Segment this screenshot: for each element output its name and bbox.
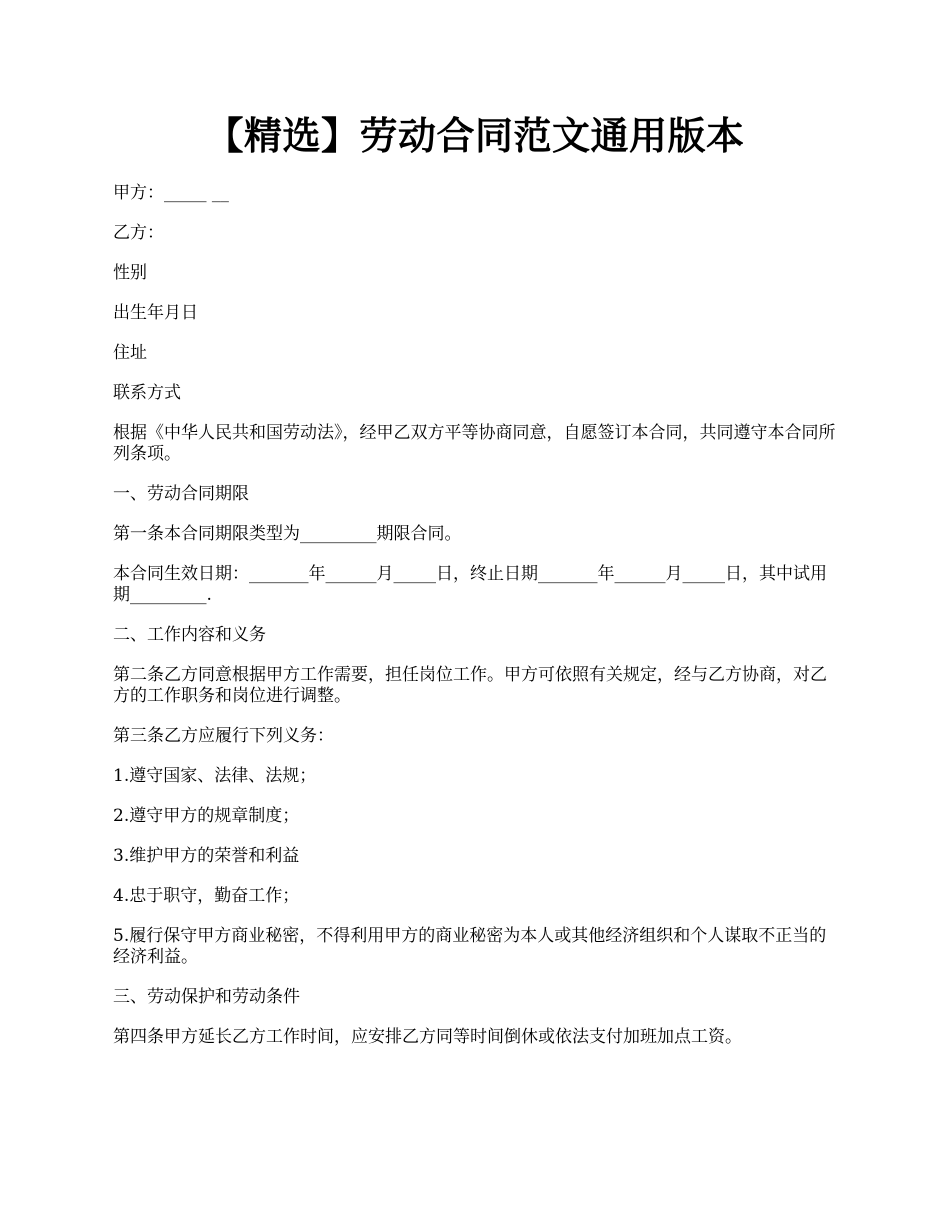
article-3: 第三条乙方应履行下列义务： bbox=[113, 726, 334, 746]
obligation-item-2: 2.遵守甲方的规章制度； bbox=[113, 806, 300, 826]
gender-line: 性别 bbox=[113, 263, 147, 283]
preamble-paragraph: 根据《中华人民共和国劳动法》，经甲乙双方平等协商同意，自愿签订本合同，共同遵守本合同所列条项。 bbox=[113, 423, 836, 464]
article-1: 第一条本合同期限类型为_________期限合同。 bbox=[113, 524, 462, 544]
obligation-item-5: 5.履行保守甲方商业秘密，不得利用甲方的商业秘密为本人或其他经济组织和个人谋取不正当的经济利益。 bbox=[113, 926, 827, 967]
article-4: 第四条甲方延长乙方工作时间，应安排乙方同等时间倒休或依法支付加班加点工资。 bbox=[113, 1027, 742, 1047]
document-body bbox=[113, 180, 843, 1048]
section-heading-1: 一、劳动合同期限 bbox=[113, 484, 249, 504]
document-title: 【精选】劳动合同范文通用版本 bbox=[205, 113, 745, 158]
party-a-line: 甲方：_____ __ bbox=[113, 183, 229, 203]
party-b-line: 乙方： bbox=[113, 223, 164, 243]
contact-line: 联系方式 bbox=[113, 383, 181, 403]
birthdate-line: 出生年月日 bbox=[113, 303, 198, 323]
obligation-item-4: 4.忠于职守，勤奋工作； bbox=[113, 886, 300, 906]
obligation-item-3: 3.维护甲方的荣誉和利益 bbox=[113, 846, 300, 866]
effective-date-paragraph: 本合同生效日期：_______年______月_____日，终止日期_______年______月_____日，其中试用期_________. bbox=[113, 564, 827, 605]
section-heading-3: 三、劳动保护和劳动条件 bbox=[113, 987, 300, 1007]
section-heading-2: 二、工作内容和义务 bbox=[113, 625, 266, 645]
article-2: 第二条乙方同意根据甲方工作需要，担任岗位工作。甲方可依照有关规定，经与乙方协商，对乙方的工作职务和岗位进行调整。 bbox=[113, 665, 827, 706]
address-line: 住址 bbox=[113, 343, 147, 363]
obligation-item-1: 1.遵守国家、法律、法规； bbox=[113, 766, 317, 786]
